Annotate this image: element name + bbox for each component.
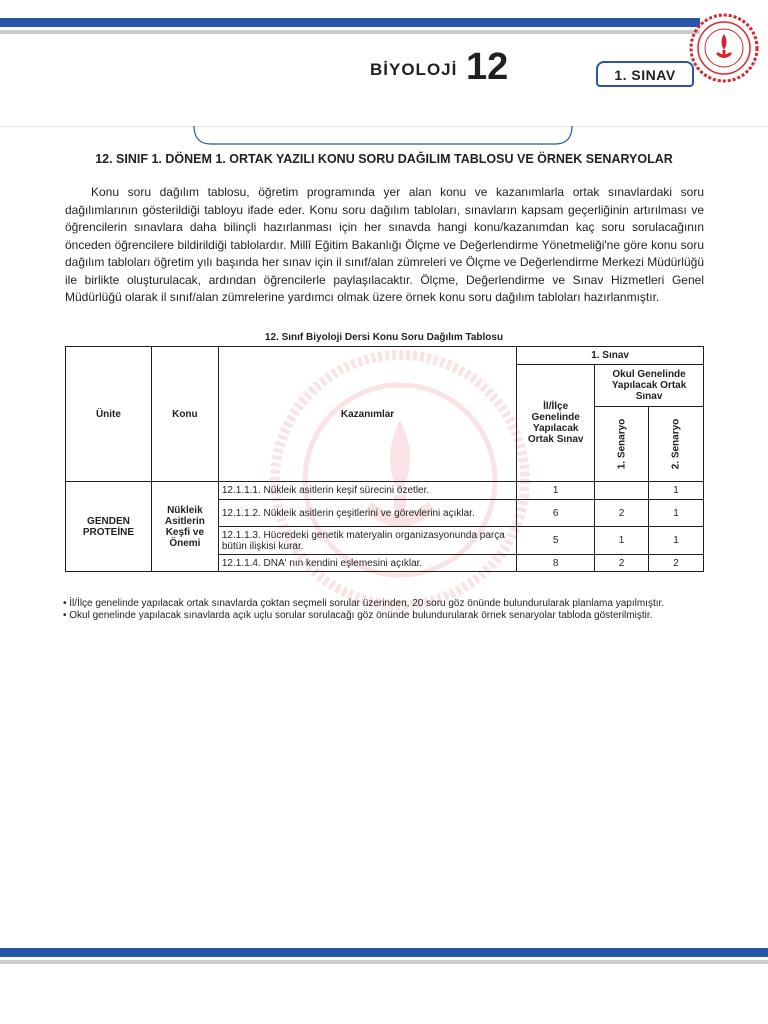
page-title: 12. SINIF 1. DÖNEM 1. ORTAK YAZILI KONU SORU DAĞILIM TABLOSU VE ÖRNEK SENARYOLAR	[95, 152, 673, 166]
header-scenario-1-label: 1. Senaryo	[616, 418, 628, 470]
scenario-2-count: 2	[649, 555, 704, 572]
outcome-cell: 12.1.1.2. Nükleik asitlerin çeşitlerini ve görevlerini açıklar.	[218, 500, 516, 527]
top-divider-bar	[0, 30, 700, 34]
province-count: 5	[517, 527, 595, 555]
scenario-1-count: 2	[595, 555, 649, 572]
header-exam: 1. Sınav	[517, 347, 704, 365]
top-accent-bar	[0, 18, 700, 27]
table-caption: 12. Sınıf Biyoloji Dersi Konu Soru Dağılım Tablosu	[264, 332, 504, 343]
subject-title: BİYOLOJİ	[370, 60, 458, 79]
exam-tab-label: 1. SINAV	[614, 67, 676, 83]
scenario-2-count: 1	[649, 527, 704, 555]
footnotes	[63, 598, 713, 622]
scenario-1-count: 2	[595, 500, 649, 527]
outcome-cell: 12.1.1.3. Hücredeki genetik materyalin organizasyonunda parça bütün ilişkisi kurar.	[218, 527, 516, 555]
header-scenario-1	[595, 407, 649, 482]
scenario-2-count: 1	[649, 482, 704, 500]
distribution-table	[65, 346, 704, 572]
province-count: 8	[517, 555, 595, 572]
table-row	[66, 482, 704, 500]
grade-number: 12	[466, 46, 509, 88]
header-province: İl/İlçe Genelinde Yapılacak Ortak Sınav	[517, 365, 595, 482]
footnote: • Okul genelinde yapılacak sınavlarda açık uçlu sorular sorulacağı göz önünde bulundurularak örnek senaryolar tabloda gösterilmiştir.	[63, 610, 653, 621]
exam-tab	[596, 61, 694, 87]
province-count: 6	[517, 500, 595, 527]
header-scenario-2-label: 2. Senaryo	[670, 418, 682, 470]
header-topic: Konu	[151, 347, 218, 482]
header-bracket	[193, 126, 573, 146]
outcome-cell: 12.1.1.1. Nükleik asitlerin keşif sürecini özetler.	[218, 482, 516, 500]
unit-cell: GENDEN PROTEİNE	[66, 482, 152, 572]
header-school: Okul Genelinde Yapılacak Ortak Sınav	[595, 365, 704, 407]
province-count: 1	[517, 482, 595, 500]
outcome-cell: 12.1.1.4. DNA' nın kendini eşlemesini açıklar.	[218, 555, 516, 572]
header-scenario-2	[649, 407, 704, 482]
bottom-accent-bar	[0, 948, 768, 957]
bottom-divider-bar	[0, 960, 768, 964]
header-outcomes: Kazanımlar	[218, 347, 516, 482]
topic-cell: Nükleik Asitlerin Keşfi ve Önemi	[151, 482, 218, 572]
scenario-2-count: 1	[649, 500, 704, 527]
scenario-1-count: 1	[595, 527, 649, 555]
scenario-1-count	[595, 482, 649, 500]
footnote: • İl/İlçe genelinde yapılacak ortak sınavlarda çoktan seçmeli sorular üzerinden, 20 soru göz önünde bulundurularak planlama yapılmıştır.	[63, 598, 665, 609]
header-unit: Ünite	[66, 347, 152, 482]
ministry-emblem-icon	[688, 12, 760, 84]
intro-paragraph: Konu soru dağılım tablosu, öğretim programında yer alan konu ve kazanımlarla ortak sınavlardaki soru dağılımlarının gösterildiği tabloyu ifade eder. Konu soru dağılım tabloları, sınavların kapsam geçerliğinin artırılması ve öğrencilerin sınavlara daha bilinçli hazırlanması için her sınavda hangi konu/kazanımdan kaç soru sorulacağının önceden öğrencilere bildirildiği tablolardır. Millî Eğitim Bakanlığı Ölçme ve Değerlendirme Yönetmeliği'ne göre konu soru dağılım tabloları öğretim yılı başında her sınav için il sınıf/alan zümreleri ve Ölçme ve Değerlendirme Merkezi Müdürlüğü ile birlikte oluşturulacak, ardından öğrencilerle paylaşılacaktır. Ölçme, Değerlendirme ve Sınav Hizmetleri Genel Müdürlüğü olarak il sınıf/alan zümrelerine yardımcı olmak üzere örnek konu soru dağılım tabloları hazırlanmıştır.	[65, 185, 704, 304]
